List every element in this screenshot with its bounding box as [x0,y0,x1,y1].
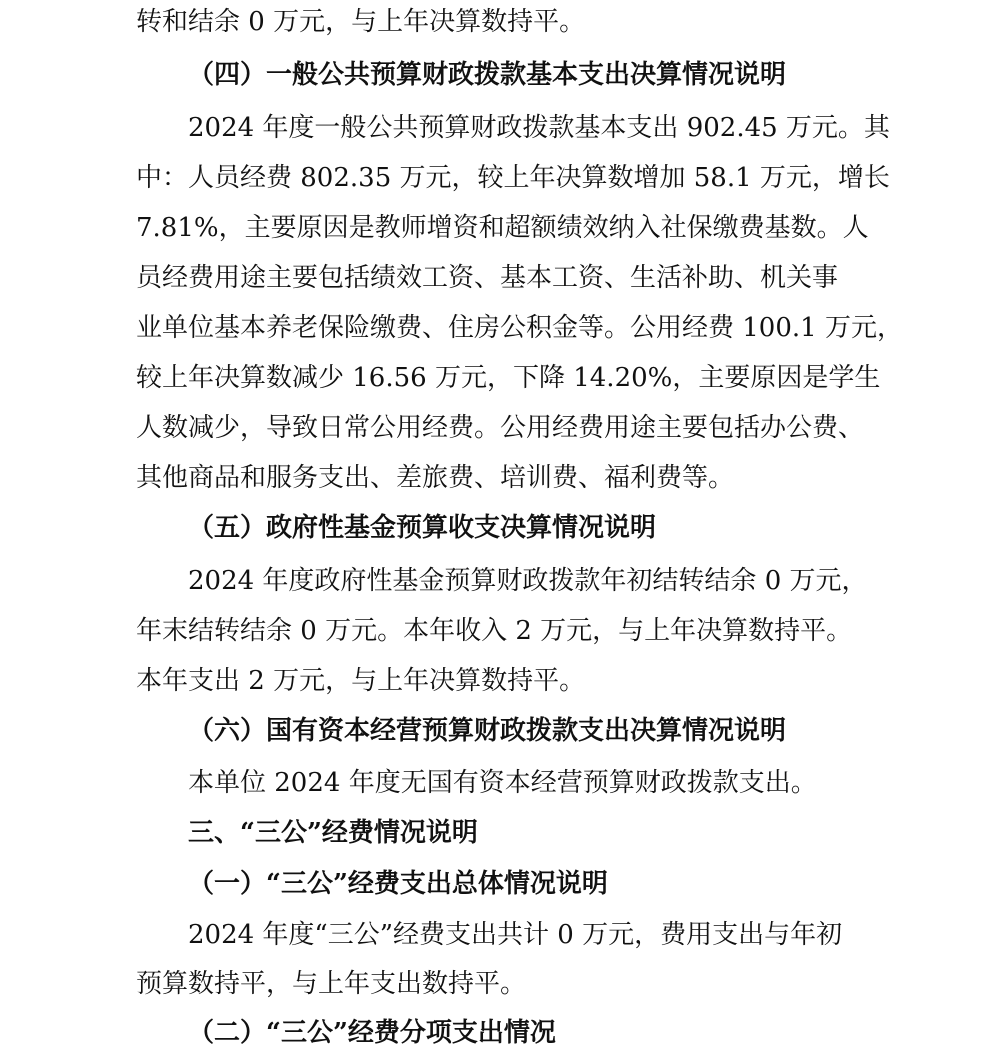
section-heading-4: （四）一般公共预算财政拨款基本支出决算情况说明 [188,60,787,90]
paragraph-line: 2024 年度一般公共预算财政拨款基本支出 902.45 万元。其 [188,113,890,143]
paragraph-line: 本单位 2024 年度无国有资本经营预算财政拨款支出。 [188,768,817,798]
section-heading-5: （五）政府性基金预算收支决算情况说明 [188,513,657,543]
chapter-heading-3: 三、“三公”经费情况说明 [188,818,478,848]
paragraph-line: 人数减少，导致日常公用经费。公用经费用途主要包括办公费、 [136,413,865,443]
paragraph-line: 2024 年度“三公”经费支出共计 0 万元，费用支出与年初 [188,920,843,950]
subsection-heading-2: （二）“三公”经费分项支出情况 [188,1018,556,1048]
paragraph-line: 员经费用途主要包括绩效工资、基本工资、生活补助、机关事 [136,263,839,293]
paragraph-line: 业单位基本养老保险缴费、住房公积金等。公用经费 100.1 万元， [136,313,903,343]
paragraph-line: 2024 年度政府性基金预算财政拨款年初结转结余 0 万元， [188,566,868,596]
paragraph-line: 转和结余 0 万元，与上年决算数持平。 [136,7,586,37]
paragraph-line: 预算数持平，与上年支出数持平。 [136,969,527,999]
paragraph-line: 年末结转结余 0 万元。本年收入 2 万元，与上年决算数持平。 [136,616,853,646]
paragraph-line: 其他商品和服务支出、差旅费、培训费、福利费等。 [136,463,735,493]
subsection-heading-1: （一）“三公”经费支出总体情况说明 [188,869,608,899]
paragraph-line: 本年支出 2 万元，与上年决算数持平。 [136,666,586,696]
paragraph-line: 较上年决算数减少 16.56 万元，下降 14.20%，主要原因是学生 [136,363,881,393]
paragraph-line: 中：人员经费 802.35 万元，较上年决算数增加 58.1 万元，增长 [136,163,890,193]
paragraph-line: 7.81%，主要原因是教师增资和超额绩效纳入社保缴费基数。人 [136,213,869,243]
section-heading-6: （六）国有资本经营预算财政拨款支出决算情况说明 [188,716,787,746]
